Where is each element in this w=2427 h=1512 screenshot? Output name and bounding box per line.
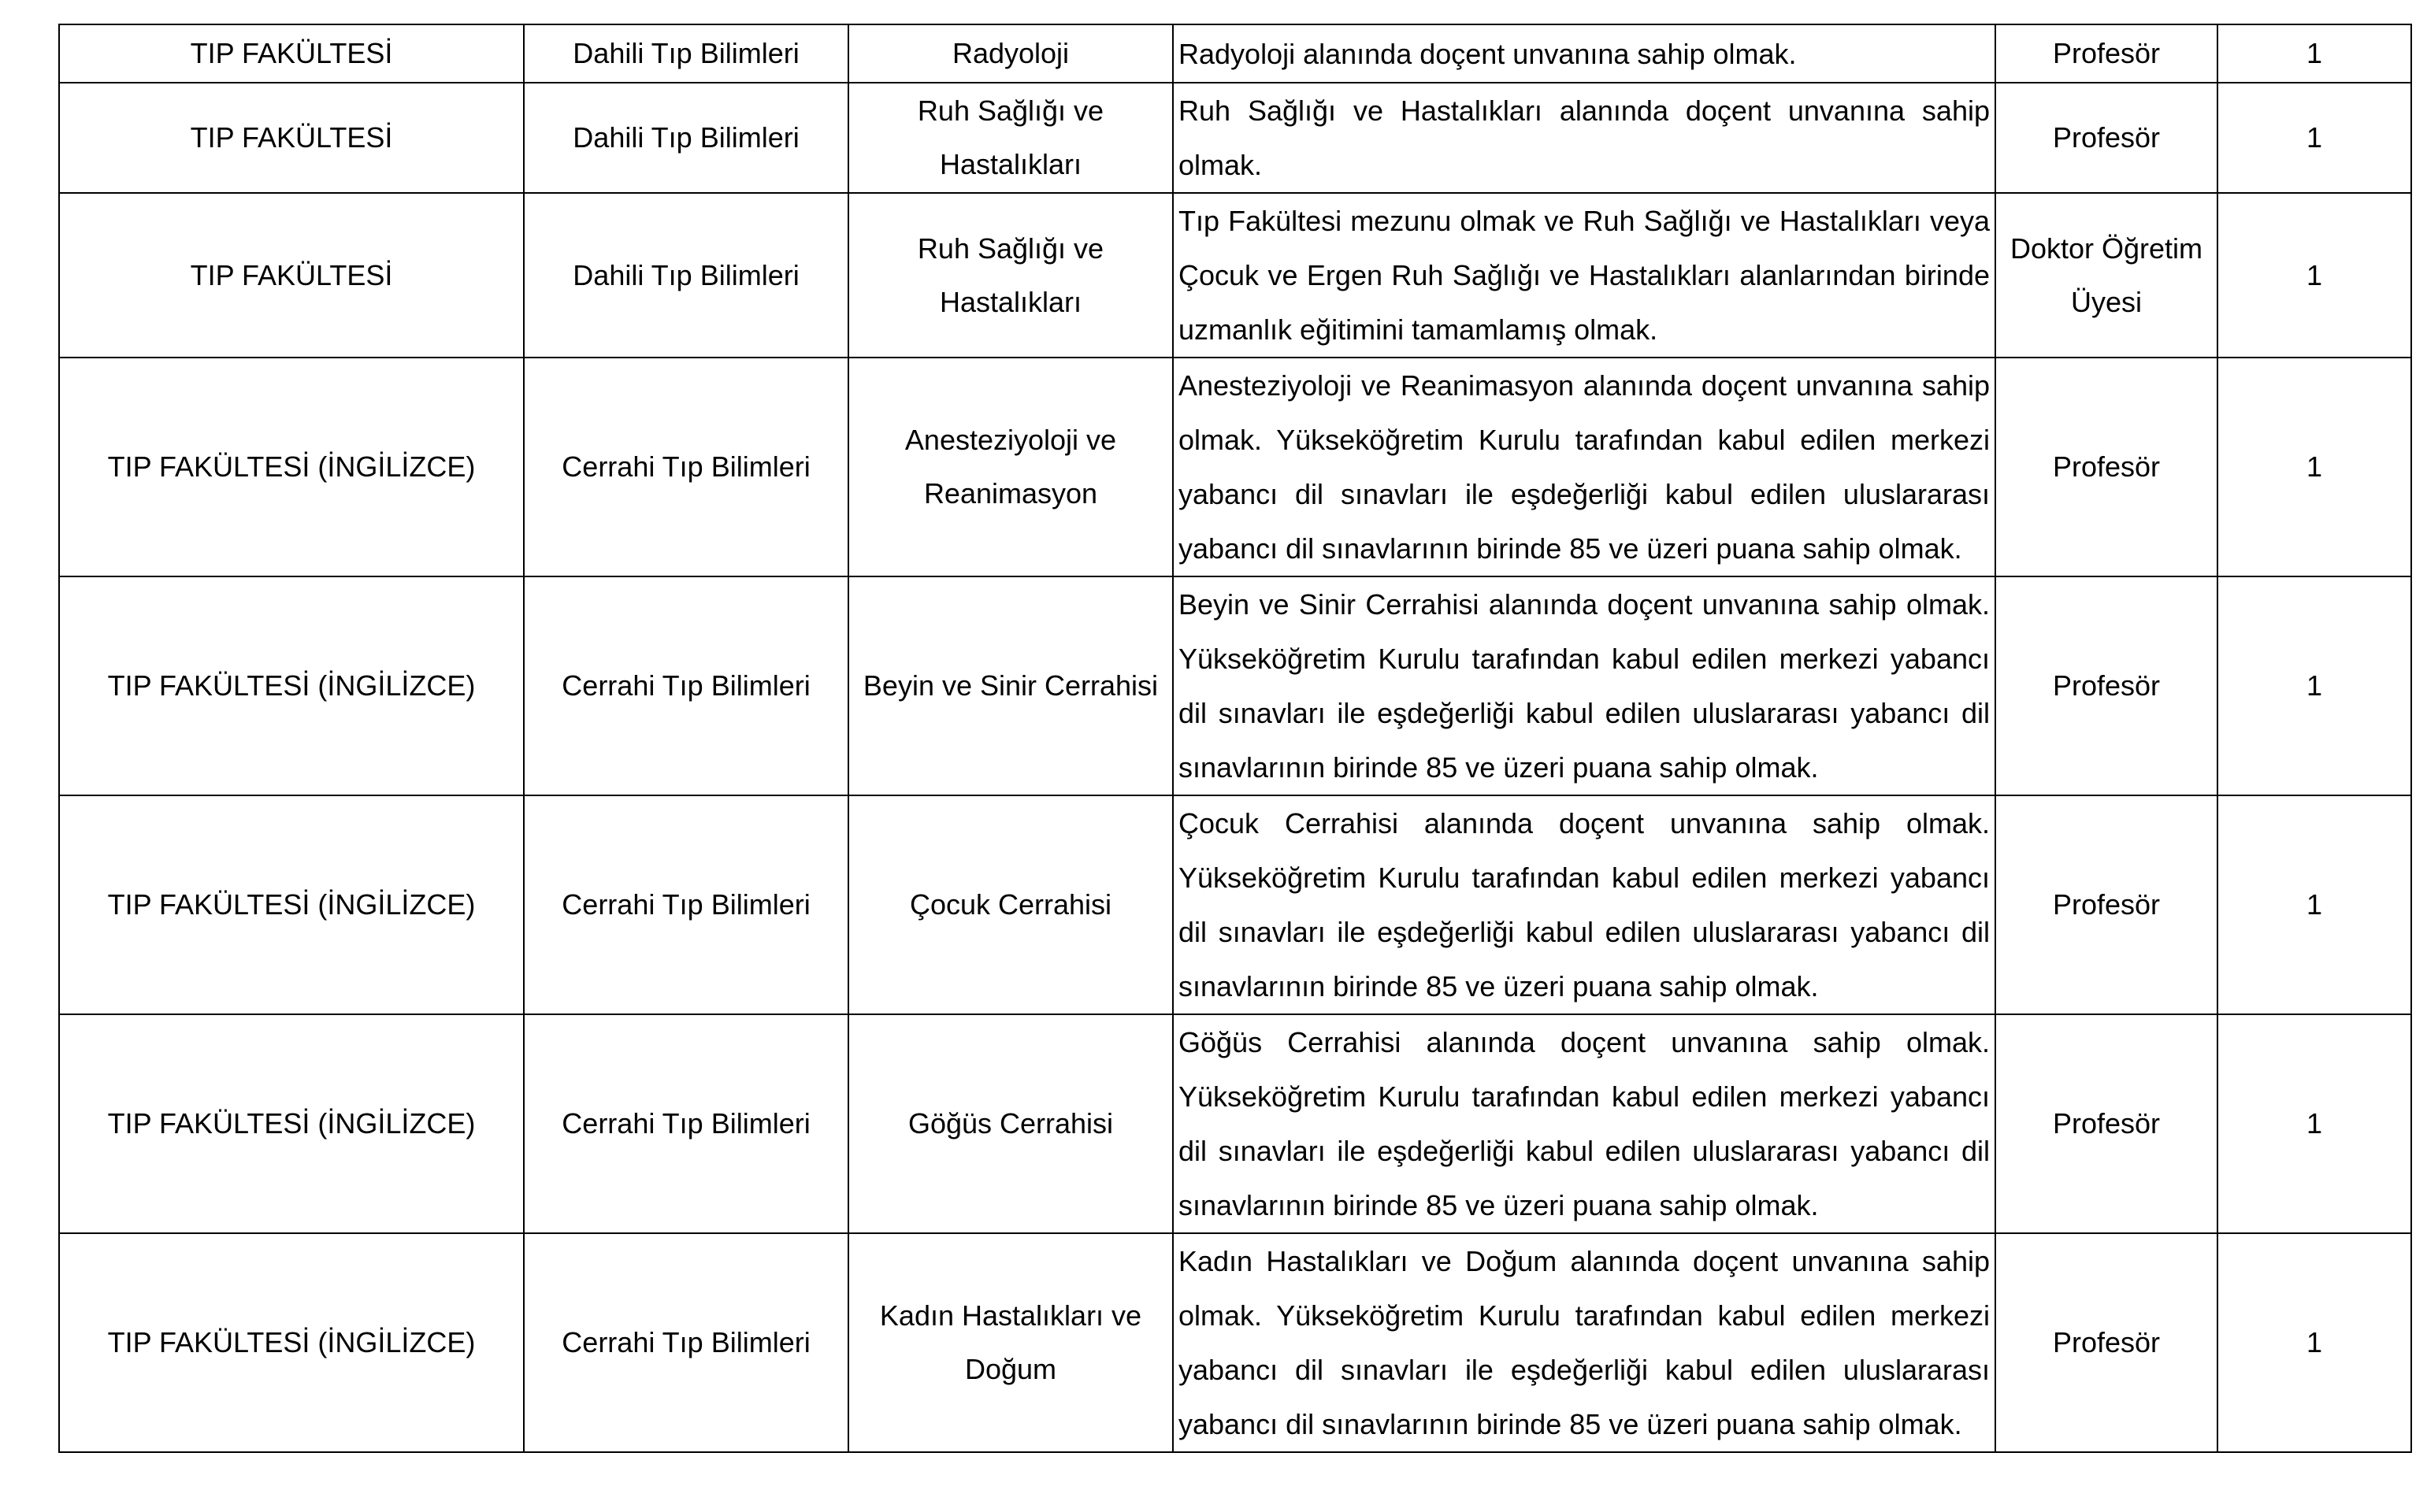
table-row	[59, 1233, 2411, 1452]
requirement-cell: Tıp Fakültesi mezunu olmak ve Ruh Sağlığı ve Hastalıkları veya Çocuk ve Ergen Ruh Sağlığı ve Hastalıkları alanlarından birinde uzmanlık eğitimini tamamlamış olmak.	[1173, 193, 1995, 358]
department-cell: Cerrahi Tıp Bilimleri	[524, 795, 848, 1014]
title-cell: Profesör	[1995, 576, 2217, 795]
title-cell: Profesör	[1995, 1233, 2217, 1452]
count-cell: 1	[2217, 1014, 2411, 1233]
faculty-cell: TIP FAKÜLTESİ	[59, 193, 524, 358]
requirement-cell: Anesteziyoloji ve Reanimasyon alanında doçent unvanına sahip olmak. Yükseköğretim Kurulu tarafından kabul edilen merkezi yabancı dil sınavları ile eşdeğerliği kabul edilen uluslararası yabancı dil sınavlarının birinde 85 ve üzeri puana sahip olmak.	[1173, 358, 1995, 576]
count-cell: 1	[2217, 83, 2411, 193]
faculty-cell: TIP FAKÜLTESİ (İNGİLİZCE)	[59, 358, 524, 576]
title-cell: Profesör	[1995, 358, 2217, 576]
title-cell: Profesör	[1995, 83, 2217, 193]
requirement-cell: Beyin ve Sinir Cerrahisi alanında doçent unvanına sahip olmak. Yükseköğretim Kurulu tarafından kabul edilen merkezi yabancı dil sınavları ile eşdeğerliği kabul edilen uluslararası yabancı dil sınavlarının birinde 85 ve üzeri puana sahip olmak.	[1173, 576, 1995, 795]
field-cell: Beyin ve Sinir Cerrahisi	[848, 576, 1173, 795]
table-row	[59, 358, 2411, 576]
title-cell: Profesör	[1995, 24, 2217, 83]
field-cell: Anesteziyoloji ve Reanimasyon	[848, 358, 1173, 576]
department-cell: Cerrahi Tıp Bilimleri	[524, 358, 848, 576]
department-cell: Dahili Tıp Bilimleri	[524, 193, 848, 358]
field-cell: Radyoloji	[848, 24, 1173, 83]
count-cell: 1	[2217, 795, 2411, 1014]
field-cell: Ruh Sağlığı ve Hastalıkları	[848, 193, 1173, 358]
table-row	[59, 795, 2411, 1014]
faculty-cell: TIP FAKÜLTESİ (İNGİLİZCE)	[59, 576, 524, 795]
department-cell: Cerrahi Tıp Bilimleri	[524, 1014, 848, 1233]
department-cell: Cerrahi Tıp Bilimleri	[524, 576, 848, 795]
requirement-cell: Ruh Sağlığı ve Hastalıkları alanında doçent unvanına sahip olmak.	[1173, 83, 1995, 193]
count-cell: 1	[2217, 193, 2411, 358]
table-row	[59, 24, 2411, 83]
table-row	[59, 193, 2411, 358]
department-cell: Cerrahi Tıp Bilimleri	[524, 1233, 848, 1452]
field-cell: Göğüs Cerrahisi	[848, 1014, 1173, 1233]
table-row	[59, 83, 2411, 193]
faculty-cell: TIP FAKÜLTESİ	[59, 83, 524, 193]
department-cell: Dahili Tıp Bilimleri	[524, 24, 848, 83]
faculty-cell: TIP FAKÜLTESİ (İNGİLİZCE)	[59, 795, 524, 1014]
field-cell: Ruh Sağlığı ve Hastalıkları	[848, 83, 1173, 193]
field-cell: Çocuk Cerrahisi	[848, 795, 1173, 1014]
title-cell: Doktor Öğretim Üyesi	[1995, 193, 2217, 358]
title-cell: Profesör	[1995, 1014, 2217, 1233]
title-cell: Profesör	[1995, 795, 2217, 1014]
requirement-cell: Çocuk Cerrahisi alanında doçent unvanına sahip olmak. Yükseköğretim Kurulu tarafından kabul edilen merkezi yabancı dil sınavları ile eşdeğerliği kabul edilen uluslararası yabancı dil sınavlarının birinde 85 ve üzeri puana sahip olmak.	[1173, 795, 1995, 1014]
faculty-cell: TIP FAKÜLTESİ (İNGİLİZCE)	[59, 1233, 524, 1452]
faculty-cell: TIP FAKÜLTESİ (İNGİLİZCE)	[59, 1014, 524, 1233]
count-cell: 1	[2217, 358, 2411, 576]
faculty-cell: TIP FAKÜLTESİ	[59, 24, 524, 83]
table-row	[59, 1014, 2411, 1233]
field-cell: Kadın Hastalıkları ve Doğum	[848, 1233, 1173, 1452]
count-cell: 1	[2217, 1233, 2411, 1452]
count-cell: 1	[2217, 576, 2411, 795]
requirement-cell: Radyoloji alanında doçent unvanına sahip olmak.	[1173, 24, 1995, 83]
requirement-cell: Kadın Hastalıkları ve Doğum alanında doçent unvanına sahip olmak. Yükseköğretim Kurulu tarafından kabul edilen merkezi yabancı dil sınavları ile eşdeğerliği kabul edilen uluslararası yabancı dil sınavlarının birinde 85 ve üzeri puana sahip olmak.	[1173, 1233, 1995, 1452]
positions-table	[58, 24, 2412, 1453]
count-cell: 1	[2217, 24, 2411, 83]
requirement-cell: Göğüs Cerrahisi alanında doçent unvanına sahip olmak. Yükseköğretim Kurulu tarafından kabul edilen merkezi yabancı dil sınavları ile eşdeğerliği kabul edilen uluslararası yabancı dil sınavlarının birinde 85 ve üzeri puana sahip olmak.	[1173, 1014, 1995, 1233]
department-cell: Dahili Tıp Bilimleri	[524, 83, 848, 193]
table-row	[59, 576, 2411, 795]
